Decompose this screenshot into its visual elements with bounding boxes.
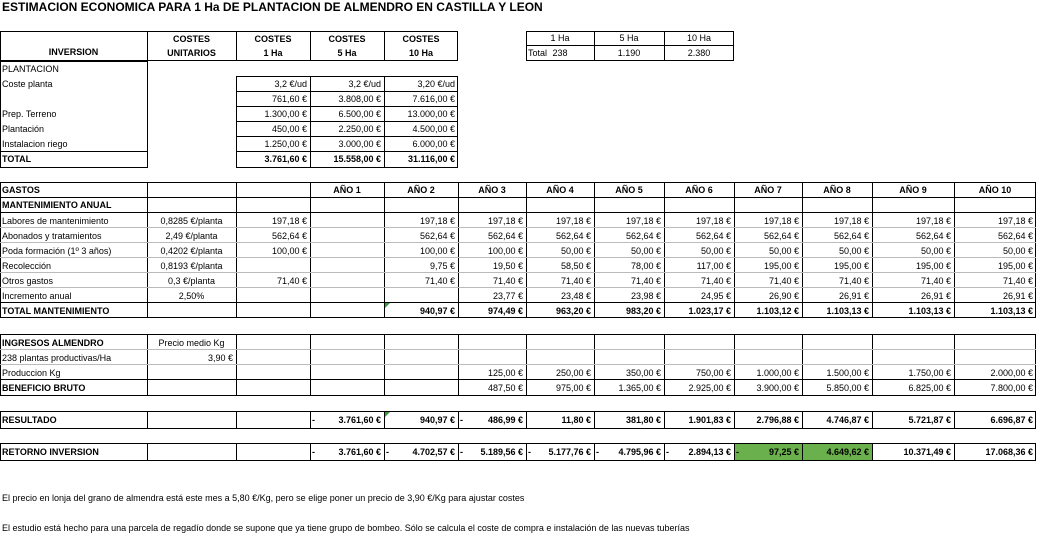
grid-line [872,411,873,429]
grid-line [734,182,735,318]
grid-line [458,443,459,461]
produccion-value[interactable]: 350,00 € [625,368,661,378]
grid-line [526,45,734,46]
year-value[interactable]: 71,40 € [700,276,731,286]
year-value[interactable]: 562,64 € [419,231,455,241]
beneficio-value[interactable]: 7.800,00 € [990,383,1033,393]
header-unitarios[interactable]: UNITARIOS [167,48,216,58]
grid-line [384,182,385,318]
neg-sign[interactable]: - [460,415,463,425]
grid-line [0,242,1036,243]
inversion-row-label[interactable]: TOTAL [2,154,32,164]
grid-line [310,31,311,61]
year-value[interactable]: 23,77 € [492,291,523,301]
year-value[interactable]: 197,18 € [695,216,731,226]
year-value[interactable]: 195,00 € [833,261,869,271]
table-border [0,334,1036,396]
gastos-row-label[interactable]: Recolección [2,261,52,271]
gastos-row-label[interactable]: Poda formación (1º 3 años) [2,246,112,256]
cell-marker [385,412,390,417]
year-value[interactable]: 100,00 € [419,246,455,256]
neg-sign[interactable]: - [666,447,669,457]
grid-line [872,443,873,461]
grid-line [236,151,458,152]
inversion-value[interactable]: 2.250,00 € [338,124,381,134]
total-mant-value[interactable]: 1.023,17 € [688,306,731,316]
year-header[interactable]: AÑO 3 [478,185,506,195]
year-value[interactable]: 19,50 € [492,261,523,271]
year-header[interactable]: AÑO 2 [407,185,435,195]
grid-line [664,334,665,396]
inversion-value[interactable]: 3,2 €/ud [348,79,381,89]
year-value[interactable]: 50,00 € [920,246,951,256]
beneficio-value[interactable]: 3.900,00 € [756,383,799,393]
base-cost[interactable]: 71,40 € [276,276,307,286]
unit-cost[interactable]: 2,49 €/planta [165,231,218,241]
grid-line [0,151,147,152]
base-cost[interactable]: 100,00 € [271,246,307,256]
note-1[interactable]: El precio en lonja del grano de almendra está este mes a 5,80 €/Kg, pero se elige poner un precio de 3,90 €/Kg para ajustar costes [2,493,525,503]
year-value[interactable]: 197,18 € [915,216,951,226]
table-border [0,31,458,61]
inversion-header[interactable]: INVERSION [48,47,99,57]
grid-line [802,411,803,429]
grid-line [310,443,311,461]
grid-line [954,334,955,396]
grid-line [236,334,237,396]
inversion-value[interactable]: 4.500,00 € [412,124,455,134]
retorno-label[interactable]: RETORNO INVERSION [2,447,99,457]
grid-line [236,182,237,318]
neg-sign[interactable]: - [736,447,739,457]
inversion-value[interactable]: 3.761,60 € [264,154,307,164]
gastos-row-label[interactable]: Otros gastos [2,276,54,286]
year-value[interactable]: 50,00 € [630,246,661,256]
produccion-value[interactable]: 750,00 € [695,368,731,378]
year-header[interactable]: AÑO 7 [754,185,782,195]
grid-line [0,364,1036,365]
grid-line [954,182,955,318]
year-value[interactable]: 197,18 € [555,216,591,226]
inversion-value[interactable]: 3,2 €/ud [274,79,307,89]
gastos-label[interactable]: GASTOS [2,185,40,195]
grid-line [802,334,803,396]
year-value[interactable]: 562,64 € [695,231,731,241]
summary-value[interactable]: 238 [552,48,568,58]
grid-line [236,91,458,92]
retorno-value[interactable]: 10.371,49 € [903,447,951,457]
year-value[interactable]: 562,64 € [625,231,661,241]
note-2[interactable]: El estudio está hecho para una parcela de regadío donde se supone que ya tiene grupo de bombeo. Sólo se calcula el coste de compra e instalación de las nuevas tuberías [2,523,690,533]
grid-line [236,136,458,137]
retorno-value[interactable]: 2.894,13 € [688,447,731,457]
resultado-value[interactable]: 486,99 € [487,415,523,425]
header-costes[interactable]: COSTES [254,34,292,44]
inversion-row-label[interactable]: Plantación [2,124,45,134]
table-border [0,182,1036,318]
gastos-row-label[interactable]: Abonados y tratamientos [2,231,102,241]
ingresos-label[interactable]: INGRESOS ALMENDRO [2,338,104,348]
neg-sign[interactable]: - [386,447,389,457]
total-mant-value[interactable]: 940,97 € [419,306,455,316]
year-value[interactable]: 197,18 € [625,216,661,226]
price-value[interactable]: 3,90 € [207,353,233,363]
retorno-value[interactable]: 4.649,62 € [826,447,869,457]
year-value[interactable]: 50,00 € [768,246,799,256]
year-value[interactable]: 78,00 € [630,261,661,271]
neg-sign[interactable]: - [460,447,463,457]
grid-line [802,182,803,318]
inversion-row-label[interactable]: PLANTACION [2,64,59,74]
year-value[interactable]: 71,40 € [920,276,951,286]
summary-label[interactable]: Total [528,48,548,58]
grid-line [526,411,527,429]
year-value[interactable]: 26,91 € [1002,291,1033,301]
total-mant-value[interactable]: 963,20 € [555,306,591,316]
grid-line [0,302,1036,303]
grid-line [594,411,595,429]
unit-cost[interactable]: 0,3 €/planta [167,276,216,286]
year-value[interactable]: 71,40 € [838,276,869,286]
year-value[interactable]: 197,18 € [833,216,869,226]
beneficio-value[interactable]: 975,00 € [555,383,591,393]
grid-line [458,411,459,429]
inversion-value[interactable]: 13.000,00 € [407,109,455,119]
grid-line [734,443,735,461]
total-mant-label[interactable]: TOTAL MANTENIMIENTO [2,306,110,316]
year-value[interactable]: 26,91 € [920,291,951,301]
resultado-value[interactable]: 940,97 € [419,415,455,425]
grid-line [236,106,458,107]
grid-line [147,31,148,61]
grid-line [734,334,735,396]
grid-line [526,334,527,396]
year-value[interactable]: 197,18 € [419,216,455,226]
inversion-row-label[interactable]: Prep. Terreno [2,109,57,119]
unit-cost[interactable]: 0,8193 €/planta [160,261,223,271]
year-value[interactable]: 562,64 € [833,231,869,241]
year-header[interactable]: AÑO 8 [823,185,851,195]
year-value[interactable]: 195,00 € [997,261,1033,271]
year-value[interactable]: 71,40 € [424,276,455,286]
year-header[interactable]: AÑO 1 [333,185,361,195]
inversion-row-label[interactable]: Instalacion riego [2,139,68,149]
grid-line [310,182,311,318]
grid-line [594,334,595,396]
retorno-value[interactable]: 17.068,36 € [985,447,1033,457]
year-value[interactable]: 195,00 € [915,261,951,271]
grid-line [0,349,1036,350]
total-mant-value[interactable]: 983,20 € [625,306,661,316]
retorno-value[interactable]: 5.177,76 € [548,447,591,457]
grid-line [526,443,527,461]
grid-line [664,411,665,429]
year-value[interactable]: 71,40 € [492,276,523,286]
inversion-value[interactable]: 6.000,00 € [412,139,455,149]
grid-line [384,31,385,61]
summary-col[interactable]: 10 Ha [686,33,712,43]
resultado-value[interactable]: 381,80 € [625,415,661,425]
gastos-sublabel[interactable]: MANTENIMIENTO ANUAL [2,200,112,210]
header-5ha[interactable]: 5 Ha [337,48,357,58]
year-value[interactable]: 58,50 € [560,261,591,271]
grid-line [236,121,458,122]
base-cost[interactable]: 562,64 € [271,231,307,241]
total-mant-value[interactable]: 1.103,12 € [756,306,799,316]
inversion-value[interactable]: 3.808,00 € [338,94,381,104]
grid-line [0,227,1036,228]
year-value[interactable]: 26,90 € [768,291,799,301]
grid-line [458,182,459,318]
grid-line [664,182,665,318]
total-mant-value[interactable]: 974,49 € [487,306,523,316]
table-border [526,31,734,61]
summary-col[interactable]: 1 Ha [550,33,570,43]
inversion-value[interactable]: 761,60 € [271,94,307,104]
year-value[interactable]: 562,64 € [555,231,591,241]
year-value[interactable]: 50,00 € [700,246,731,256]
retorno-value[interactable]: 5.189,56 € [480,447,523,457]
resultado-value[interactable]: 2.796,88 € [756,415,799,425]
grid-line [384,443,385,461]
year-value[interactable]: 562,64 € [997,231,1033,241]
grid-line [954,443,955,461]
page-title[interactable]: ESTIMACION ECONOMICA PARA 1 Ha DE PLANTACION DE ALMENDRO EN CASTILLA Y LEON [2,0,543,14]
inversion-value[interactable]: 3,20 €/ud [417,79,455,89]
year-value[interactable]: 50,00 € [560,246,591,256]
grid-line [0,212,1036,213]
grid-line [802,443,803,461]
resultado-value[interactable]: 3.761,60 € [338,415,381,425]
total-mant-value[interactable]: 1.103,13 € [908,306,951,316]
grid-line [236,31,237,61]
grid-line [384,76,385,168]
beneficio-value[interactable]: 6.825,00 € [908,383,951,393]
year-header[interactable]: AÑO 5 [615,185,643,195]
grid-line [147,182,148,318]
year-value[interactable]: 117,00 € [696,261,731,271]
year-value[interactable]: 71,40 € [630,276,661,286]
summary-value[interactable]: 2.380 [687,48,711,58]
year-value[interactable]: 50,00 € [838,246,869,256]
grid-line [872,334,873,396]
beneficio-value[interactable]: 1.365,00 € [618,383,661,393]
grid-line [0,379,1036,380]
produccion-label[interactable]: Produccion Kg [2,368,61,378]
beneficio-value[interactable]: 487,50 € [487,383,523,393]
resultado-value[interactable]: 11,80 € [561,415,591,425]
grid-line [954,411,955,429]
resultado-label[interactable]: RESULTADO [2,415,57,425]
grid-line [310,76,311,168]
grid-line [526,182,527,318]
year-value[interactable]: 71,40 € [768,276,799,286]
year-header[interactable]: AÑO 10 [978,185,1012,195]
unit-cost[interactable]: 2,50% [178,291,205,301]
year-value[interactable]: 23,98 € [630,291,661,301]
inversion-value[interactable]: 3.000,00 € [338,139,381,149]
grid-line [236,443,237,461]
summary-value[interactable]: 1.190 [617,48,641,58]
unit-cost[interactable]: 0,8285 €/planta [160,216,223,226]
produccion-value[interactable]: 250,00 € [555,368,591,378]
price-label[interactable]: Precio medio Kg [158,338,225,348]
grid-line [526,31,527,61]
produccion-value[interactable]: 2.000,00 € [990,368,1033,378]
cell-marker [385,303,390,308]
grid-line [458,334,459,396]
neg-sign[interactable]: - [596,447,599,457]
grid-line [384,334,385,396]
neg-sign[interactable]: - [312,415,315,425]
year-value[interactable]: 195,00 € [763,261,799,271]
neg-sign[interactable]: - [312,447,315,457]
inversion-value[interactable]: 1.300,00 € [264,109,307,119]
resultado-value[interactable]: 4.746,87 € [826,415,869,425]
grid-line [147,334,148,396]
year-value[interactable]: 26,91 € [838,291,869,301]
year-value[interactable]: 9,75 € [429,261,455,271]
inversion-value[interactable]: 31.116,00 € [407,154,455,164]
grid-line [664,31,665,61]
retorno-value[interactable]: 4.702,57 € [412,447,455,457]
inversion-row-label[interactable]: Coste planta [2,79,53,89]
grid-line [236,411,237,429]
inversion-value[interactable]: 450,00 € [271,124,307,134]
year-value[interactable]: 562,64 € [763,231,799,241]
inversion-value[interactable]: 6.500,00 € [338,109,381,119]
base-cost[interactable]: 197,18 € [271,216,307,226]
year-value[interactable]: 562,64 € [915,231,951,241]
grid-line [147,411,148,429]
year-value[interactable]: 197,18 € [763,216,799,226]
year-value[interactable]: 24,95 € [700,291,731,301]
beneficio-value[interactable]: 2.925,00 € [688,383,731,393]
header-costes[interactable]: COSTES [402,34,440,44]
unit-cost[interactable]: 0,4202 €/planta [160,246,223,256]
grid-line [664,443,665,461]
grid-line [310,411,311,429]
summary-col[interactable]: 5 Ha [619,33,639,43]
inversion-value[interactable]: 1.250,00 € [264,139,307,149]
grid-line [0,257,1036,258]
header-costes[interactable]: COSTES [328,34,366,44]
gastos-row-label[interactable]: Labores de mantenimiento [2,216,109,226]
year-value[interactable]: 71,40 € [1002,276,1033,286]
grid-line [594,182,595,318]
retorno-value[interactable]: 4.795,96 € [618,447,661,457]
year-value[interactable]: 100,00 € [487,246,523,256]
produccion-value[interactable]: 1.750,00 € [908,368,951,378]
grid-line [734,411,735,429]
resultado-value[interactable]: 1.901,83 € [688,415,731,425]
header-10ha[interactable]: 10 Ha [408,48,434,58]
table-border [236,76,458,168]
year-header[interactable]: AÑO 9 [899,185,927,195]
retorno-value[interactable]: 97,25 € [768,447,799,457]
produccion-value[interactable]: 1.500,00 € [826,368,869,378]
neg-sign[interactable]: - [528,447,531,457]
year-header[interactable]: AÑO 4 [546,185,574,195]
grid-line [0,272,1036,273]
total-mant-value[interactable]: 1.103,13 € [826,306,869,316]
gastos-row-label[interactable]: Incremento anual [2,291,72,301]
grid-line [594,443,595,461]
grid-line [147,443,148,461]
resultado-value[interactable]: 6.696,87 € [990,415,1033,425]
year-value[interactable]: 71,40 € [560,276,591,286]
produccion-value[interactable]: 1.000,00 € [756,368,799,378]
inversion-value[interactable]: 15.558,00 € [333,154,381,164]
year-value[interactable]: 50,00 € [1002,246,1033,256]
year-value[interactable]: 23,48 € [560,291,591,301]
total-mant-value[interactable]: 1.103,13 € [990,306,1033,316]
year-value[interactable]: 197,18 € [487,216,523,226]
grid-line [594,31,595,61]
year-value[interactable]: 197,18 € [997,216,1033,226]
year-value[interactable]: 562,64 € [487,231,523,241]
grid-line [872,182,873,318]
table-border [0,411,1036,429]
grid-line [0,197,1036,198]
inversion-value[interactable]: 7.616,00 € [412,94,455,104]
year-header[interactable]: AÑO 6 [685,185,713,195]
beneficio-value[interactable]: 5.850,00 € [826,383,869,393]
plants-label[interactable]: 238 plantas productivas/Ha [2,353,112,363]
resultado-value[interactable]: 5.721,87 € [908,415,951,425]
table-border [0,443,1036,461]
header-1ha[interactable]: 1 Ha [263,48,283,58]
retorno-value[interactable]: 3.761,60 € [338,447,381,457]
header-costes[interactable]: COSTES [172,34,210,44]
grid-line [0,287,1036,288]
grid-line [310,334,311,396]
beneficio-label[interactable]: BENEFICIO BRUTO [2,383,86,393]
produccion-value[interactable]: 125,00 € [487,368,523,378]
